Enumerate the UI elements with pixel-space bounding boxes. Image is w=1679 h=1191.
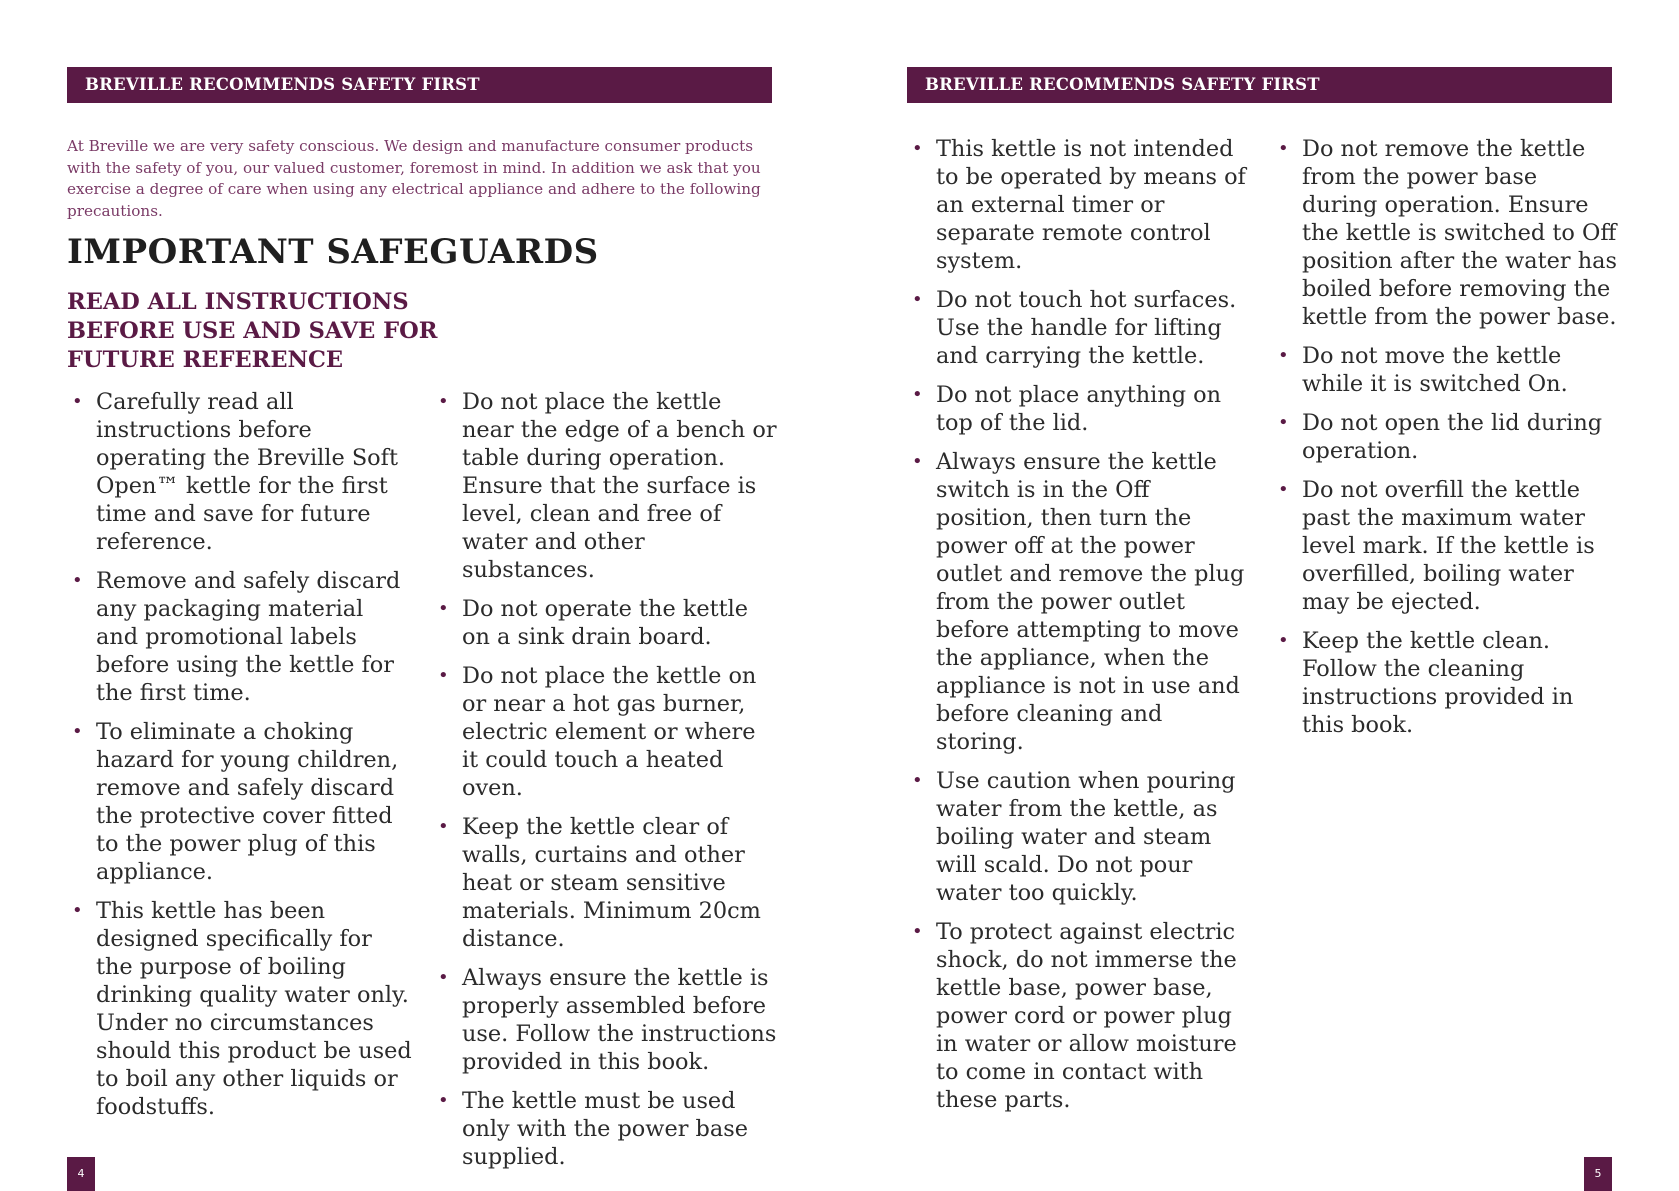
safeguard-text: Do not overfill the kettle past the maximum water level mark. If the kettle is overfilled, boiling water may be ejected. [1302,477,1595,615]
safeguard-item [1273,409,1618,465]
bullet-icon: • [912,138,923,159]
page-title: IMPORTANT SAFEGUARDS [67,232,599,272]
safeguard-text: Keep the kettle clear of walls, curtains and other heat or steam sensitive materials. Minimum 20cm distance. [462,814,761,952]
safeguards-list-right-col-2 [1273,135,1618,750]
safeguard-item [433,813,778,953]
bullet-icon: • [1278,630,1289,651]
safeguard-text: The kettle must be used only with the power base supplied. [462,1088,748,1170]
bullet-icon: • [912,921,923,942]
bullet-icon: • [912,384,923,405]
safeguard-text: Carefully read all instructions before operating the Breville Soft Open™ kettle for the first time and save for future reference. [96,389,398,555]
safeguards-list-right-col-1 [907,135,1252,1125]
bullet-icon: • [438,967,449,988]
safeguard-item [907,448,1252,756]
safeguard-item [433,388,778,584]
page-number: 5 [1584,1157,1612,1191]
page-subtitle: READ ALL INSTRUCTIONS BEFORE USE AND SAVE FOR FUTURE REFERENCE [67,289,438,373]
safeguard-text: To eliminate a choking hazard for young children, remove and safely discard the protective cover fitted to the power plug of this appliance. [96,719,399,885]
bullet-icon: • [1278,138,1289,159]
safeguard-item [67,718,412,886]
safeguard-item [433,595,778,651]
safeguard-item [1273,135,1618,331]
intro-paragraph: At Breville we are very safety conscious. We design and manufacture consumer products with the safety of you, our valued customer, foremost in mind. In addition we ask that you exercise a degree of care when using any electrical appliance and adhere to the following precautions. [67,137,761,220]
safeguard-item [1273,476,1618,616]
safeguard-text: This kettle is not intended to be operated by means of an external timer or separate remote control system. [936,136,1246,274]
safeguards-list-left-col-1 [67,388,412,1132]
safeguard-item [907,135,1252,275]
safeguard-text: Do not move the kettle while it is switched On. [1302,343,1568,397]
safeguard-text: Do not operate the kettle on a sink drain board. [462,596,749,650]
bullet-icon: • [438,391,449,412]
safeguards-list-left-col-2 [433,388,778,1182]
safeguard-item [907,918,1252,1114]
safeguard-text: Use caution when pouring water from the kettle, as boiling water and steam will scald. Do not pour water too quickly. [936,768,1236,906]
bullet-icon: • [1278,479,1289,500]
bullet-icon: • [912,770,923,791]
bullet-icon: • [72,721,83,742]
bullet-icon: • [72,900,83,921]
page-number: 4 [67,1157,95,1191]
safeguard-item [907,767,1252,907]
bullet-icon: • [438,665,449,686]
bullet-icon: • [72,391,83,412]
safeguard-item [907,286,1252,370]
safeguard-text: Keep the kettle clean. Follow the cleaning instructions provided in this book. [1302,628,1574,738]
bullet-icon: • [1278,345,1289,366]
safeguard-item [1273,342,1618,398]
safeguard-text: Do not place the kettle near the edge of a bench or table during operation. Ensure that the surface is level, clean and free of water and other substances. [462,389,777,583]
bullet-icon: • [438,1090,449,1111]
safeguard-text: Always ensure the kettle is properly assembled before use. Follow the instructions provided in this book. [462,965,777,1075]
safeguard-text: Do not place the kettle on or near a hot gas burner, electric element or where it could touch a heated oven. [462,663,757,801]
safeguard-text: Always ensure the kettle switch is in the Off position, then turn the power off at the power outlet and remove the plug from the power outlet before attempting to move the appliance, when the appliance is not in use and before cleaning and storing. [936,449,1245,755]
safeguard-item [433,662,778,802]
safeguard-item [433,1087,778,1171]
safeguard-item [67,388,412,556]
bullet-icon: • [912,289,923,310]
bullet-icon: • [438,816,449,837]
safeguard-item [1273,627,1618,739]
bullet-icon: • [1278,412,1289,433]
safeguard-text: Do not place anything on top of the lid. [936,382,1222,436]
safeguard-text: Do not touch hot surfaces. Use the handle for lifting and carrying the kettle. [936,287,1237,369]
section-header: BREVILLE RECOMMENDS SAFETY FIRST [67,67,772,103]
safeguard-item [67,567,412,707]
safeguard-item [433,964,778,1076]
safeguard-item [907,381,1252,437]
bullet-icon: • [438,598,449,619]
safeguard-text: Do not remove the kettle from the power base during operation. Ensure the kettle is switched to Off position after the water has boiled before removing the kettle from the power base. [1302,136,1617,330]
section-header: BREVILLE RECOMMENDS SAFETY FIRST [907,67,1612,103]
safeguard-text: This kettle has been designed specifically for the purpose of boiling drinking quality water only. Under no circumstances should this product be used to boil any other liquids or foodstuffs. [96,898,412,1120]
safeguard-item [67,897,412,1121]
bullet-icon: • [72,570,83,591]
safeguard-text: To protect against electric shock, do not immerse the kettle base, power base, power cord or power plug in water or allow moisture to come in contact with these parts. [936,919,1237,1113]
bullet-icon: • [912,451,923,472]
safeguard-text: Remove and safely discard any packaging material and promotional labels before using the kettle for the first time. [96,568,401,706]
safeguard-text: Do not open the lid during operation. [1302,410,1603,464]
right-page [840,0,1679,1191]
